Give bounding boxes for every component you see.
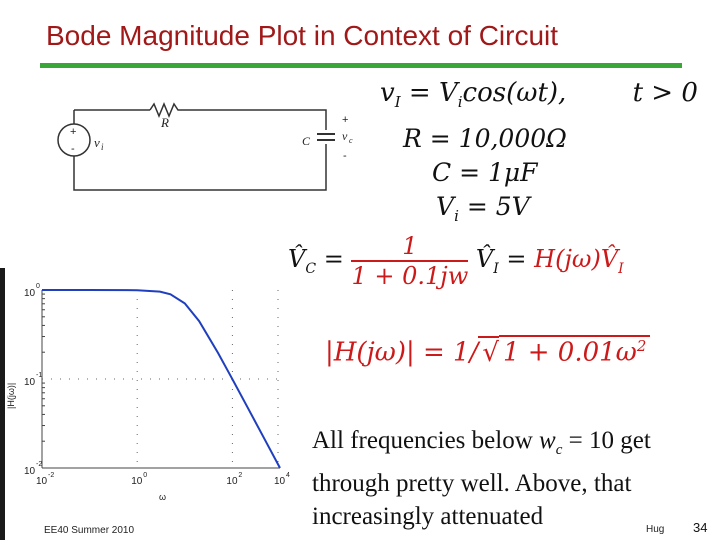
source-minus-label: - <box>71 143 75 155</box>
y-tick-label: 10 <box>24 466 36 477</box>
vc-sub-label: c <box>349 136 353 145</box>
transfer-denominator: 1 + 0.1jw <box>351 262 469 290</box>
capacitance-equation: C = 1μF <box>432 158 538 187</box>
resistance-equation: R = 10,000Ω <box>403 124 567 153</box>
footer-course: EE40 Summer 2010 <box>44 525 135 536</box>
capacitor-gap <box>320 130 332 144</box>
source-sub-label: i <box>101 142 104 152</box>
input-equation <box>380 78 698 111</box>
cap-plus-label: + <box>342 114 349 126</box>
footer-author: Hug <box>646 524 665 535</box>
input-amplitude-equation: $V_i = 5V$ <box>436 192 530 225</box>
x-tick-exponent: 4 <box>286 472 290 479</box>
vc-label: v <box>342 129 348 143</box>
resistor-label: R <box>161 115 169 130</box>
circuit-wire <box>74 110 326 190</box>
magnitude-equation: |H(jω)| = 1/ √ $1 + 0.01\omega^2$ <box>325 335 650 368</box>
capacitor-label: C <box>302 134 311 148</box>
transfer-function: $V̂_C$ = $\frac{1}{1 + 0.1jw}$ $V̂_I$ = $H(j\omega)V̂_I$ <box>288 232 624 290</box>
transfer-numerator: 1 <box>351 232 468 262</box>
y-tick-exponent: -2 <box>36 461 43 468</box>
y-tick-exponent: 0 <box>36 283 40 290</box>
x-tick-exponent: -2 <box>48 472 55 479</box>
x-tick-label: 10 <box>274 476 286 487</box>
y-axis-label: |H(jω)| <box>6 382 16 409</box>
x-tick-exponent: 0 <box>143 472 148 479</box>
explanation-paragraph <box>312 424 651 533</box>
rc-circuit-diagram <box>40 90 370 200</box>
x-tick-label: 10 <box>36 476 48 487</box>
cap-minus-label: - <box>343 150 347 162</box>
magnitude-curve <box>42 290 280 468</box>
explanation-line-2: through pretty well. Above, that <box>312 470 632 497</box>
y-tick-label: 10 <box>24 288 36 299</box>
x-tick-label: 10 <box>131 476 143 487</box>
source-plus-label: + <box>70 126 77 138</box>
time-condition: t > 0 <box>632 78 698 108</box>
title-underline <box>40 63 682 68</box>
y-tick-exponent: -1 <box>36 372 43 379</box>
transfer-rhs: $H(j\omega)V̂_I$ <box>534 245 624 277</box>
explanation-line-3: increasingly attenuated <box>312 503 544 530</box>
slide-title: Bode Magnitude Plot in Context of Circuit <box>46 20 559 51</box>
page-number: 34 <box>693 520 708 535</box>
y-tick-label: 10 <box>24 377 36 388</box>
x-axis-label: ω <box>159 492 167 502</box>
input-equation-text: $v_I = V_i\cos(\omega t)$, <box>380 78 567 112</box>
source-v-label: v <box>94 135 100 150</box>
explanation-line-1: All frequencies below $w_c = 10$ get <box>312 427 651 458</box>
x-tick-label: 10 <box>226 476 238 487</box>
bode-magnitude-plot <box>0 268 300 508</box>
x-tick-exponent: 2 <box>238 472 243 479</box>
transfer-fraction <box>351 232 468 290</box>
